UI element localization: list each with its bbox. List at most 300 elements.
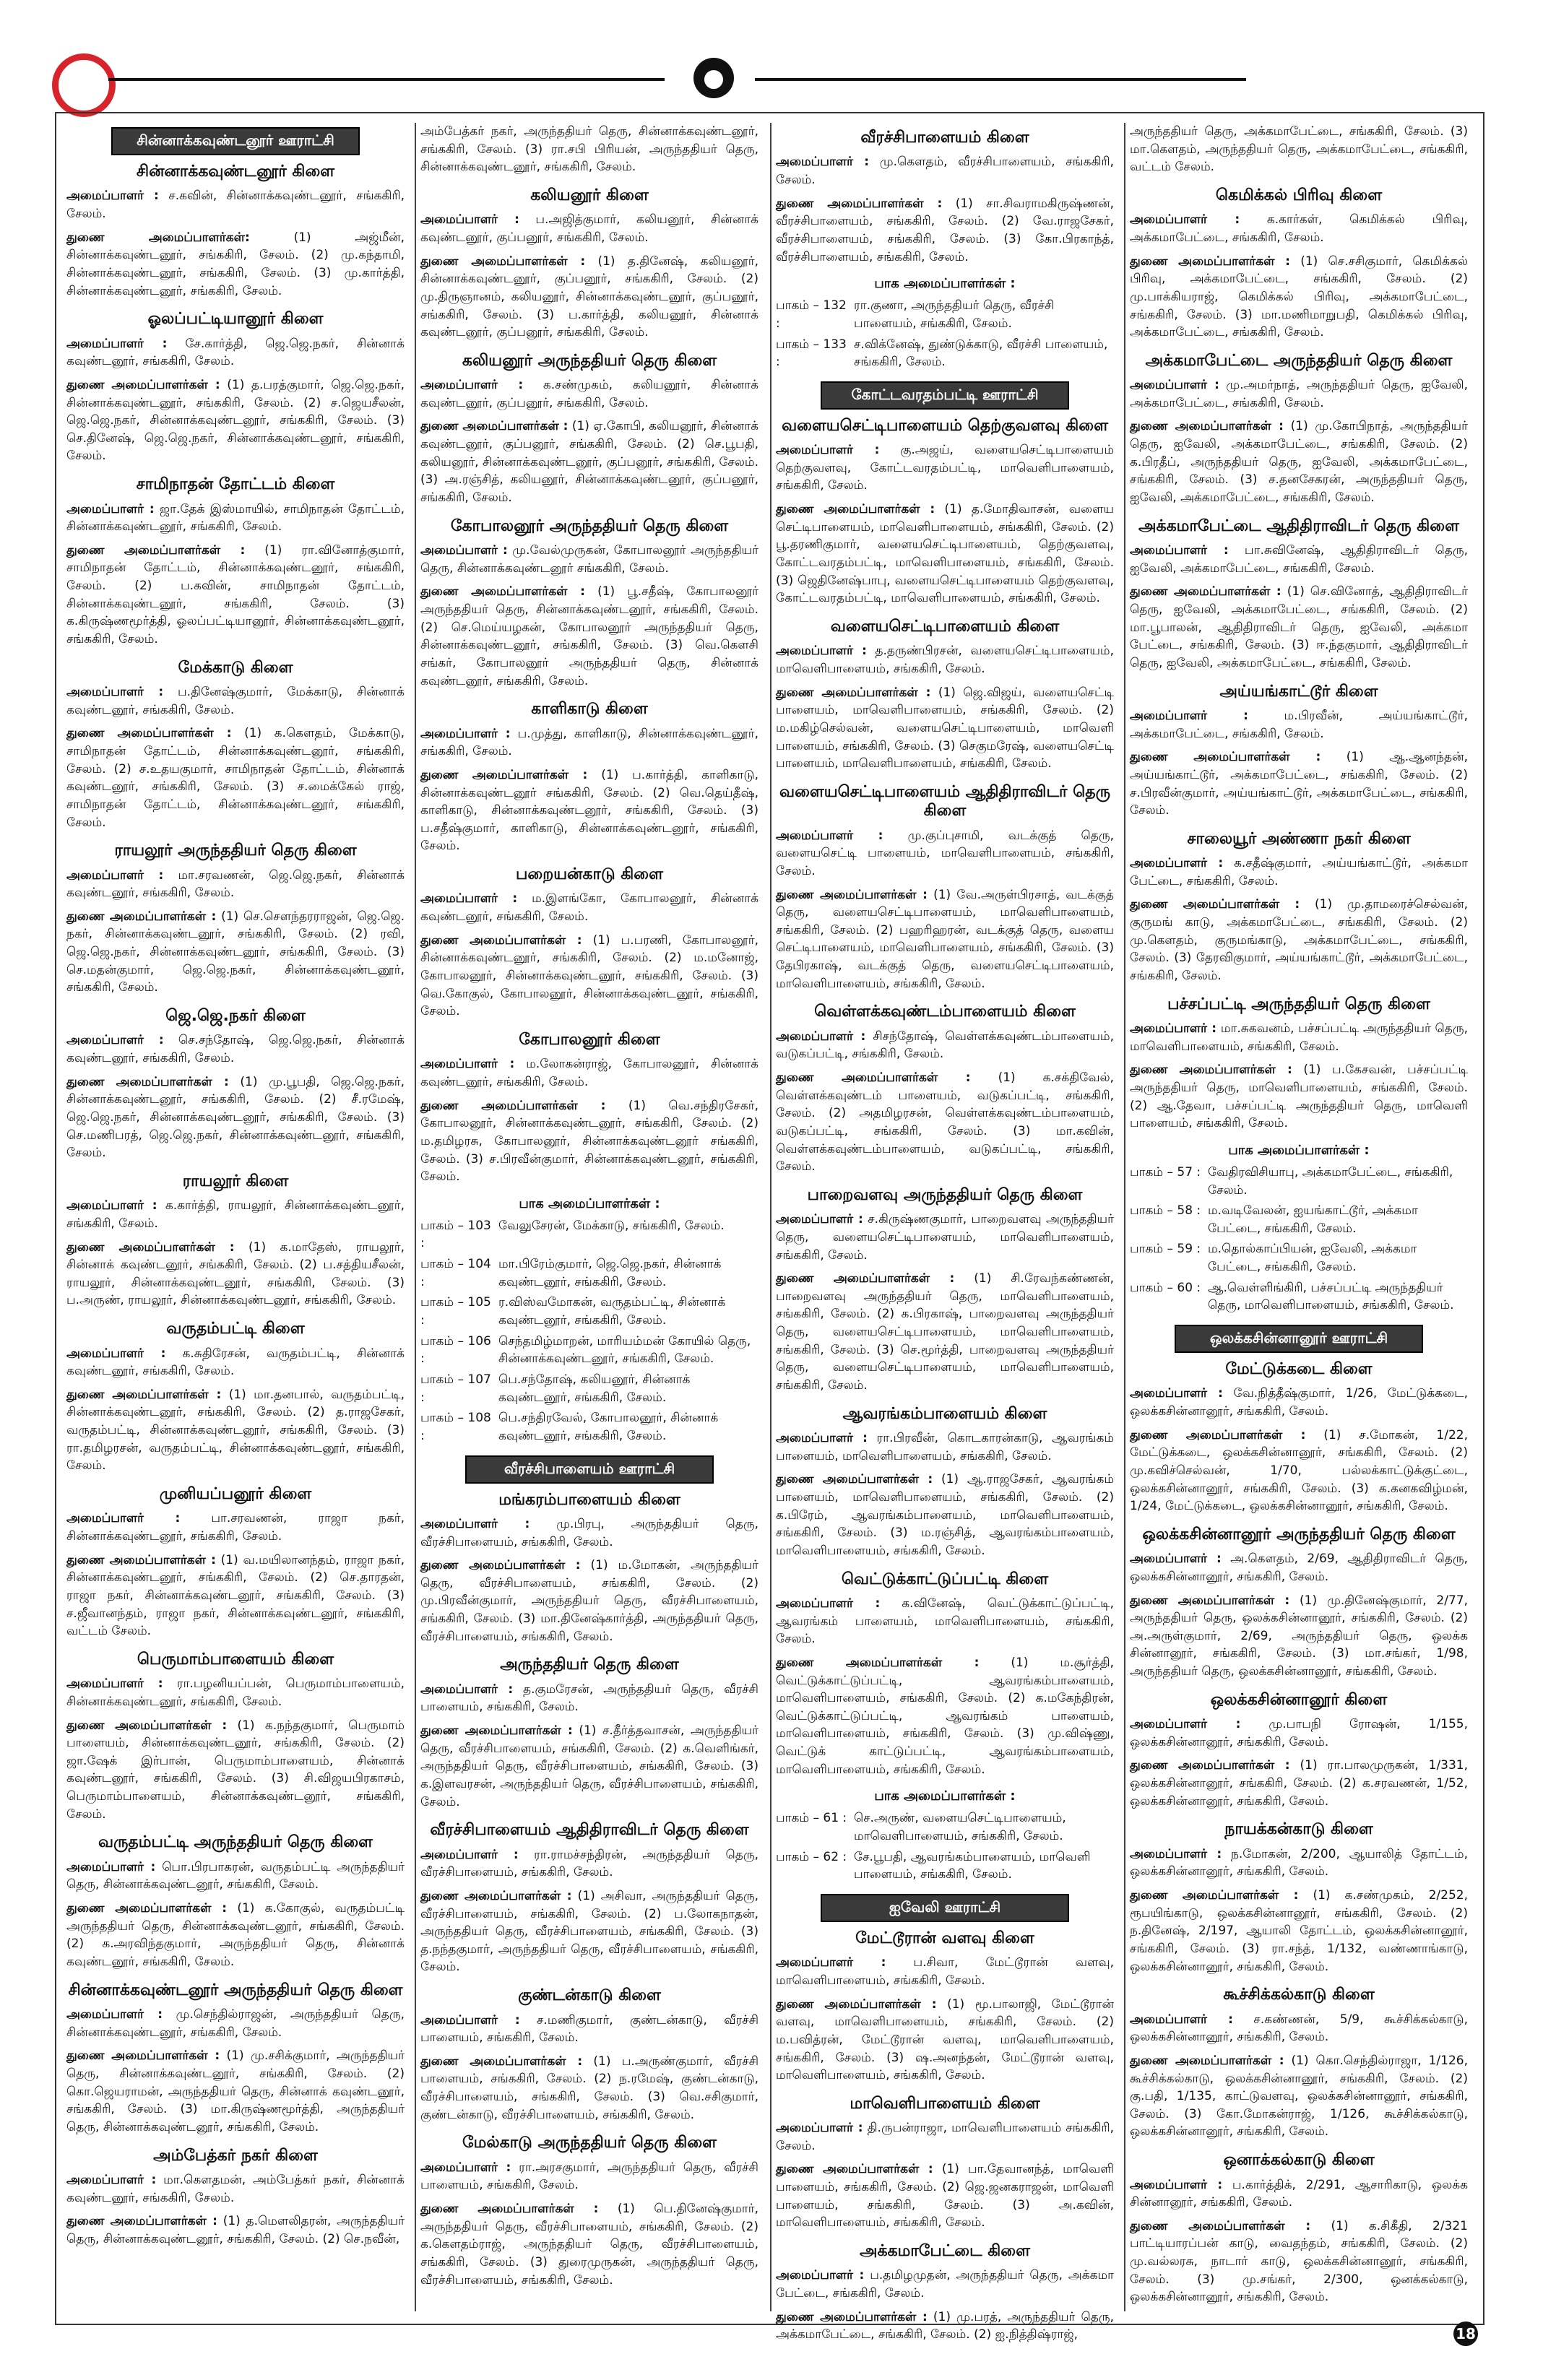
ward-text: செ.அருண், வளையசெட்டிபாளையம், மாவெளிபாளையம், சங்ககிரி, சேலம்.: [854, 1811, 1066, 1843]
column-divider: [1124, 123, 1125, 2311]
role-text: மு.குப்புசாமி, வடக்குத் தெரு, வளையசெட்டி பாளையம், மாவெளிபாளையம், சங்ககிரி, சேலம்.: [776, 828, 1114, 878]
role-label: துணை அமைப்பாளர்கள் :: [776, 685, 931, 700]
role-entry: [66, 2047, 405, 2136]
branch-section: [1130, 1526, 1468, 1681]
branch-section: [420, 700, 758, 855]
role-text: (1) ஏ.கோபி, கலியனூர், சின்னாக் கவுண்டனூர், குப்பனூர், சங்ககிரி, சேலம். (2) செ.பூபதி, கலியனூர், சின்னாக்கவுண்டனூர், குப்பனூர், சங்ககிரி, சேலம். (3) அ.ரஞ்சித், கலியனூர், சின்னாக்கவுண்டனூர், குப்பனூர், சங்ககிரி, சேலம்.: [420, 419, 759, 506]
branch-section: [1130, 123, 1468, 176]
role-text: (1) ப.கார்த்தி, காளிகாடு, சின்னாக்கவுண்டனூர் சங்ககிரி, சேலம். (2) வெ.தெய்தீஷ், காளிகாடு, சின்னாக்கவுண்டனூர், சங்ககிரி, சேலம். (3) ப.சதீஷ்குமார், காளிகாடு, சின்னாக்கவுண்டனூர், சங்ககிரி, சேலம்.: [420, 767, 758, 854]
column-divider: [415, 123, 416, 2311]
role-entry: [776, 642, 1114, 678]
role-entry: [1130, 2052, 1468, 2141]
role-text: க.சுதிரேசன், வருதம்பட்டி, சின்னாக் கவுண்டனூர், சங்ககிரி, சேலம்.: [66, 1346, 405, 1379]
role-entry: [420, 766, 758, 855]
role-text: (1) பா.தேவானந்த், மாவெளி பாளையம், சங்ககிரி, சேலம். (2) ஜெ.ஜனகராஜன், மாவெளி பாளையம், சங்ககிரி, சேலம். (3) அ.கவின், மாவெளிபாளையம், சங்ககிரி, சேலம்.: [776, 2162, 1115, 2230]
role-label: துணை அமைப்பாளர்கள் :: [1130, 897, 1300, 912]
role-text: (1) ச.மோகன், 1/22, மேட்டுக்கடை, ஒலக்கசின்னானூர், சங்ககிரி, சேலம். (2) மு.கவிச்செல்வன், 1/70, பல்லக்காட்டுக்குட்டை, ஒலக்கசின்னானூர், சங்ககிரி, சேலம். (3) க.கனகவிழ்மன், 1/24, மேட்டுக்கடை, ஒலக்கசின்னானூர், சங்ககிரி, சேலம்.: [1130, 1427, 1469, 1514]
role-entry: [420, 1055, 758, 1091]
role-entry: [1130, 1757, 1468, 1810]
role-entry: [66, 187, 405, 222]
panchayat-banner: வீரச்சிபாளையம் ஊராட்சி: [465, 1455, 714, 1484]
ward-number: பாகம் – 106 :: [420, 1333, 491, 1367]
role-text: (1) சி.ரேவந்கண்ணன், பாறைவளவு அருந்ததியர் தெரு, மாவெளிபாளையம், சங்ககிரி, சேலம். (2) க.பிரகாஷ், பாறைவளவு அருந்ததியர் தெரு, வளையசெட்டிபாளையம், மாவெளிபாளையம், சங்ககிரி, சேலம். (3) செ.மூர்த்தி, பாறைவளவு அருந்ததியர் தெரு, வளையசெட்டிபாளையம், மாவெளிபாளையம், சங்ககிரி, சேலம்.: [776, 1271, 1115, 1393]
role-entry: [776, 1270, 1114, 1394]
role-text: (1) க.மாதேஸ், ராயலூர், சின்னாக் கவுண்டனூர், சங்ககிரி, சேலம். (2) ப.சத்தியசீலன், ராயலூர், சின்னாக்கவுண்டனூர், சங்ககிரி, சேலம். (3) ப.அருண், ராயலூர், சின்னாக்கவுண்டனூர், சங்ககிரி, சேலம்.: [66, 1239, 405, 1308]
branch-title: கலியனூர் அருந்ததியர் தெரு கிளை: [462, 351, 717, 370]
branch-section: [420, 123, 758, 176]
role-entry: [420, 211, 758, 246]
ward-entry: [1130, 1164, 1468, 1199]
role-label: துணை அமைப்பாளர்கள் :: [1130, 1593, 1290, 1608]
role-entry: [776, 1069, 1114, 1176]
branch-title: மேட்டூரான் வளவு கிளை: [855, 1929, 1034, 1947]
branch-title: சின்னாக்கவுண்டனூர் அருந்ததியர் தெரு கிளை: [68, 1981, 403, 1999]
branch-section: [66, 1981, 405, 2137]
role-entry: [420, 123, 758, 176]
branch-section: [66, 1833, 405, 1970]
role-entry: [66, 542, 405, 649]
role-entry: [776, 1654, 1114, 1778]
role-text: ரா.அரசகுமார், அருந்ததியர் தெரு, வீரச்சி பாளையம், சங்ககிரி, சேலம்.: [420, 2160, 759, 2193]
ward-number: பாகம் – 104 :: [420, 1257, 491, 1289]
role-label: துணை அமைப்பாளர்கள் :: [776, 1070, 971, 1086]
role-entry: [66, 908, 405, 997]
role-entry: [420, 1846, 758, 1882]
role-text: (1) த.பரத்குமார், ஜெ.ஜெ.நகர், சின்னாக்கவுண்டனூர், சங்ககிரி, சேலம். (2) ச.ஜெயசீலன், ஜெ.ஜெ.நகர், சின்னாக்கவுண்டனூர், சங்ககிரி, சேலம். (3) செ.தினேஷ், ஜெ.ஜெ.நகர், சின்னாக்கவுண்டனூர், சங்ககிரி, சேலம்.: [66, 377, 405, 464]
role-label: அமைப்பாளர் :: [420, 1057, 515, 1072]
role-label: துணை அமைப்பாளர்கள் :: [1130, 750, 1321, 765]
branch-title: வீரச்சிபாளையம் ஆதிதிராவிடர் தெரு கிளை: [430, 1821, 749, 1840]
role-text: ப.தினேஷ்குமார், மேக்காடு, சின்னாக் கவுண்டனூர், சங்ககிரி, சேலம்.: [66, 685, 405, 717]
role-entry: [776, 684, 1114, 773]
role-text: ச.கண்ணன், 5/9, கூச்சிக்கல்காடு, ஒலக்கசின்னானூர், சங்ககிரி, சேலம்.: [1130, 2012, 1469, 2045]
branch-title: ஜெ.ஜெ.நகர் கிளை: [165, 1007, 306, 1026]
role-label: துணை அமைப்பாளர்கள் :: [66, 1901, 228, 1916]
role-entry: [1130, 583, 1468, 672]
role-text: அம்பேத்கர் நகர், அருந்ததியர் தெரு, சின்னாக்கவுண்டனூர், சங்ககிரி, சேலம். (3) ரா.சபி பிரியன், அருந்ததியர் தெரு, சின்னாக்கவுண்டனூர், சங்ககிரி, சேலம்.: [420, 124, 758, 175]
role-label: அமைப்பாளர் :: [420, 543, 508, 558]
role-text: (1) பூ.சதீஷ், கோபாலனூர் அருந்ததியர் தெரு, சின்னாக்கவுண்டனூர், சங்ககிரி, சேலம். (2) செ.மெய்யழகன், கோபாலனூர் அருந்ததியர் தெரு, சின்னாக்கவுண்டனூர், சங்ககிரி, சேலம். (3) வெ.கௌசி சங்கர், கோபாலனூர் அருந்ததியர் தெரு, சின்னாக் கவுண்டனூர், சங்ககிரி, சேலம்.: [420, 584, 759, 688]
role-entry: [1130, 123, 1468, 176]
role-label: அமைப்பாளர் :: [66, 1676, 163, 1692]
branch-title: வளையசெட்டிபாளையம் தெற்குவளவு கிளை: [782, 416, 1108, 435]
branch-section: [1130, 517, 1468, 672]
role-entry: [420, 1722, 758, 1811]
ward-entry: [776, 336, 1114, 371]
role-label: துணை அமைப்பாளர்கள் :: [420, 1098, 606, 1113]
branch-section: [66, 475, 405, 649]
role-text: மா.கௌதமன், அம்பேத்கர் நகர், சின்னாக் கவுண்டனூர், சங்ககிரி, சேலம்.: [66, 2172, 405, 2205]
role-label: அமைப்பாளர் :: [1130, 2177, 1223, 2192]
role-text: (1) மு.சசிக்குமார், அருந்ததியர் தெரு, சின்னாக்கவுண்டனூர், சங்ககிரி, சேலம். (2) கொ.ஜெயராமன், அருந்ததியர் தெரு, சின்னாக் கவுண்டனூர், சங்ககிரி, சேலம். (3) மா.கிருஷ்ணமூர்த்தி, அருந்ததியர் தெரு, சின்னாக்கவுண்டனூர், சங்ககிரி, சேலம்.: [66, 2048, 405, 2134]
role-entry: [776, 2308, 1114, 2344]
ward-text: பெ.சந்திரவேல், கோபாலனூர், சின்னாக் கவுண்டனூர், சங்ககிரி, சேலம்.: [498, 1411, 719, 1443]
role-label: துணை அமைப்பாளர்கள் :: [776, 1472, 933, 1487]
role-text: ச.கிருஷ்ணகுமார், பாறைவளவு அருந்ததியர் தெரு, வளையசெட்டிபாளையம், மாவெளிபாளையம், சங்ககிரி, சேலம்.: [776, 1212, 1115, 1263]
role-label: அமைப்பாளர் :: [66, 685, 164, 700]
role-text: (1) த.மௌலிதரன், அருந்ததியர் தெரு, சின்னாக்கவுண்டனூர், சங்ககிரி, சேலம். (2) செ.நவீன்,: [66, 2214, 405, 2246]
role-entry: [420, 2053, 758, 2124]
ward-text: சே.பூபதி, ஆவரங்கம்பாளையம், மாவெளி பாளையம், சங்ககிரி, சேலம்.: [854, 1849, 1091, 1882]
role-text: (1) க.கௌதம், மேக்காடு, சாமிநாதன் தோட்டம், சின்னாக்கவுண்டனூர், சங்ககிரி, சேலம். (2) ச.உதயகுமார், சாமிநாதன் தோட்டம், சின்னாக் கவுண்டனூர், சங்ககிரி, சேலம். (3) ச.மைக்கேல் ராஜ், சாமிநாதன் தோட்டம், சின்னாக்கவுண்டனூர், சங்ககிரி, சேலம்.: [66, 726, 405, 830]
role-label: துணை அமைப்பாளர்கள் :: [420, 584, 585, 600]
role-text: ப.சிவா, மேட்டூரான் வளவு, மாவெளிபாளையம், சங்ககிரி, சேலம்.: [776, 1955, 1115, 1988]
branch-title: அக்கமாபேட்டை கிளை: [860, 2242, 1030, 2261]
branch-title: வருதம்பட்டி அருந்ததியர் தெரு கிளை: [98, 1833, 373, 1852]
ward-number: பாகம் – 61 :: [776, 1811, 847, 1826]
ward-entry: [420, 1333, 758, 1368]
branch-title: கெமிக்கல் பிரிவு கிளை: [1215, 186, 1383, 204]
role-entry: [420, 583, 758, 690]
ward-text: மா.பிரேம்குமார், ஜெ.ஜெ.நகர், சின்னாக் கவுண்டனூர், சங்ககிரி, சேலம்.: [498, 1257, 722, 1289]
role-entry: [66, 1858, 405, 1894]
role-entry: [420, 890, 758, 925]
role-entry: [420, 725, 758, 761]
role-entry: [1130, 854, 1468, 890]
header-rule-left: [108, 78, 665, 81]
role-entry: [776, 1595, 1114, 1648]
role-entry: [66, 335, 405, 371]
role-text: மு.பிரபு, அருந்ததியர் தெரு, வீரச்சிபாளையம், சங்ககிரி, சேலம்.: [420, 1516, 759, 1549]
role-label: துணை அமைப்பாளர்கள் :: [66, 1074, 229, 1089]
role-label: அமைப்பாளர் :: [776, 644, 867, 659]
role-text: (1) ச.தீர்த்தவாசன், அருந்ததியர் தெரு, வீரச்சிபாளையம், சங்ககிரி, சேலம். (2) க.வெளிங்கர், அருந்ததியர் தெரு, வீரச்சிபாளையம், சங்ககிரி, சேலம். (3) க.இளவரசன், அருந்ததியர் தெரு, வீரச்சிபாளையம், சங்ககிரி, சேலம்.: [420, 1723, 758, 1809]
role-entry: [66, 376, 405, 465]
column-2: [420, 123, 758, 2311]
branch-section: [66, 841, 405, 997]
role-label: துணை அமைப்பாளர்கள் :: [420, 2202, 599, 2217]
role-label: துணை அமைப்பாளர்கள் :: [776, 1996, 937, 2012]
role-label: துணை அமைப்பாளர்கள் :: [66, 542, 246, 558]
ward-text: ச.விக்னேஷ், துண்டுக்காடு, வீரச்சி பாளையம், சங்ககிரி, சேலம்.: [854, 337, 1108, 370]
role-label: அமைப்பாளர் :: [776, 828, 883, 843]
role-text: (1) ம.சூர்த்தி, வெட்டுக்காட்டுப்பட்டி, ஆவரங்கம்பாளையம், மாவெளிபாளையம், சங்ககிரி, சேலம். (2) க.மகேந்திரன், வெட்டுக்காட்டுப்பட்டி, ஆவரங்கம் பாளையம், மாவெளிபாளையம், சங்ககிரி, சேலம். (3) மு.விஷ்ணு, வெட்டுக் காட்டுப்பட்டி, ஆவரங்கம்பாளையம், மாவெளிபாளையம், சங்ககிரி, சேலம்.: [776, 1655, 1115, 1777]
branch-section: [66, 1485, 405, 1640]
role-text: (1) மு.பூபதி, ஜெ.ஜெ.நகர், சின்னாக்கவுண்டனூர், சங்ககிரி, சேலம். (2) சீ.ரமேஷ், ஜெ.ஜெ.நகர், சின்னாக்கவுண்டனூர், சங்ககிரி, சேலம். (3) செ.மணிபரத், ஜெ.ஜெ.நகர், சின்னாக்கவுண்டனூர், சங்ககிரி, சேலம்.: [66, 1074, 405, 1161]
role-text: (1) பெ.தினேஷ்குமார், அருந்ததியர் தெரு, வீரச்சிபாளையம், சங்ககிரி, சேலம். (2) க.கௌதம்ராஜ், அருந்ததியர் தெரு, வீரச்சிபாளையம், சங்ககிரி, சேலம். (3) துரைமுருகன், அருந்ததியர் தெரு, வீரச்சிபாளையம், சங்ககிரி, சேலம்.: [420, 2202, 759, 2288]
branch-section: [1130, 2151, 1468, 2306]
role-label: அமைப்பாளர் :: [420, 726, 511, 741]
role-text: (1) வே.அருள்பிரசாத், வடக்குத் தெரு, வளையசெட்டிபாளையம், மாவெளிபாளையம், சங்ககிரி, சேலம். (2) பஹரிஹரன், வடக்குத் தெரு, வளைய செட்டிபாளையம், மாவெளிபாளையம், சங்ககிரி, சேலம். (3) தேபிரகாஷ், வடக்குத் தெரு, வளையசெட்டிபாளையம், மாவெளிபாளையம், சங்ககிரி, சேலம்.: [776, 887, 1115, 991]
ward-entry: [420, 1255, 758, 1291]
branch-section: [1130, 186, 1468, 342]
ward-organisers-title: பாக அமைப்பாளர்கள் :: [874, 276, 1016, 292]
role-label: துணை அமைப்பாளர்கள் :: [66, 2214, 217, 2229]
role-entry: [66, 1675, 405, 1710]
role-label: அமைப்பாளர் :: [776, 443, 880, 458]
role-entry: [1130, 1887, 1468, 1976]
role-text: (1) ஜெ.விஜய், வளையசெட்டி பாளையம், மாவெளிபாளையம், சங்ககிரி, சேலம். (2) ம.மகிழ்செல்வன், வளையசெட்டிபாளையம், மாவெளி பாளையம், சங்ககிரி, சேலம். (3) செகுமரேஷ், வளையசெட்டி பாளையம், மாவெளிபாளையம், சங்ககிரி, சேலம்.: [776, 685, 1115, 771]
role-text: (1) மு.பரத், அருந்ததியர் தெரு, அக்கமாபேட்டை, சங்ககிரி, சேலம். (2) ஐ.நித்திஷ்ராஜ்,: [776, 2309, 1115, 2342]
role-text: ரா.பிரவீன், கொடகாரன்காடு, ஆவரங்கம் பாளையம், மாவெளிபாளையம், சங்ககிரி, சேலம்.: [776, 1431, 1114, 1463]
role-label: அமைப்பாளர் :: [776, 1955, 886, 1970]
role-entry: [776, 2160, 1114, 2232]
role-text: ப.கார்த்திக், 2/291, ஆசாரிகாடு, ஒலக்க சின்னானூர், சங்ககிரி, சேலம்.: [1130, 2177, 1469, 2210]
role-label: அமைப்பாளர் :: [1130, 856, 1224, 871]
role-entry: [1130, 1061, 1468, 1133]
role-text: (1) த.மோதிவாசன், வளைய செட்டிபாளையம், மாவெளிபாளையம், சங்ககிரி, சேலம். (2) பூ.தரணிகுமார், வளையசெட்டிபாளையம், தெற்குவளவு, கோட்டவரதம்பட்டி, மாவெளிபாளையம், சங்ககிரி, சேலம். (3) ஜெதினேஷ்பாபு, வளையசெட்டிபாளையம் தெற்குவளவு, கோட்டவரதம்பட்டி, மாவெளிபாளையம், சங்ககிரி, சேலம்.: [776, 502, 1115, 606]
ward-text: ரா.குணா, அருந்ததியர் தெரு, வீரச்சி பாளையம், சங்ககிரி, சேலம்.: [854, 298, 1055, 331]
role-text: (1) அஜ்மீன், சின்னாக்கவுண்டனூர், சங்ககிரி, சேலம். (2) மு.கந்தாமி, சின்னாக்கவுண்டனூர், சங்ககிரி, சேலம். (3) மு.கார்த்தி, சின்னாக்கவுண்டனூர், சங்ககிரி, சேலம்.: [66, 230, 405, 298]
branch-title: சின்னாக்கவுண்டனூர் கிளை: [136, 163, 335, 181]
role-entry: [1130, 417, 1468, 506]
role-entry: [66, 1900, 405, 1971]
role-text: (1) க.சக்திவேல், வெள்ளக்கவுண்டம் பாளையம், வடுகப்பட்டி, சங்ககிரி, சேலம். (2) அதமிழரசன், வெள்ளக்கவுண்டம்பாளையம், வடுகப்பட்டி, சங்ககிரி, சேலம். (3) மா.கவின், வெள்ளக்கவுண்டம்பாளையம், வடுகப்பட்டி, சங்ககிரி, சேலம்.: [776, 1070, 1114, 1174]
role-entry: [420, 1887, 758, 1976]
role-text: (1) ப.அருண்குமார், வீரச்சி பாளையம், சங்ககிரி, சேலம். (2) ந.ரமேஷ், குண்டன்காடு, வீரச்சிபாளையம், சங்ககிரி, சேலம். (3) வெ.சசிகுமார், குண்டன்காடு, வீரச்சிபாளையம், சங்ககிரி, சேலம்.: [420, 2054, 759, 2122]
role-text: மு.பாபநி ரோஷன், 1/155, ஒலக்கசின்னானூர், சங்ககிரி, சேலம்.: [1130, 1717, 1469, 1749]
role-label: அமைப்பாளர் :: [776, 1029, 866, 1044]
role-entry: [420, 1681, 758, 1716]
column-3: [776, 123, 1115, 2342]
role-label: துணை அமைப்பாளர்கள் :: [420, 1558, 581, 1573]
role-entry: [66, 1386, 405, 1475]
role-entry: [776, 886, 1114, 993]
ward-text: ர.விஸ்வமோகன், வருதம்பட்டி, சின்னாக் கவுண்டனூர், சங்ககிரி, சேலம்.: [498, 1295, 726, 1328]
role-text: கு.அஜய், வளையசெட்டிபாளையம் தெற்குவளவு, கோட்டவரதம்பட்டி, மாவெளிபாளையம், சங்ககிரி, சேலம்.: [776, 443, 1115, 493]
ward-text: வேலுசேரன், மேக்காடு, சங்ககிரி, சேலம்.: [498, 1218, 725, 1233]
role-label: அமைப்பாளர் :: [66, 1198, 157, 1213]
role-entry: [66, 1031, 405, 1067]
role-text: வே.நித்தீஷ்குமார், 1/26, மேட்டுக்கடை, ஒலக்கசின்னானூர், சங்ககிரி, சேலம்.: [1130, 1386, 1469, 1419]
role-entry: [66, 229, 405, 300]
role-entry: [776, 195, 1114, 267]
role-label: துணை அமைப்பாளர்கள் :: [1130, 2218, 1311, 2233]
role-entry: [1130, 1715, 1468, 1751]
role-entry: [1130, 1427, 1468, 1515]
role-text: சே.கார்த்தி, ஜெ.ஜெ.நகர், சின்னாக் கவுண்டனூர், சங்ககிரி, சேலம்.: [66, 336, 405, 369]
branch-section: [420, 1656, 758, 1811]
role-label: அமைப்பாளர் :: [66, 2172, 157, 2187]
role-entry: [66, 1345, 405, 1380]
role-label: துணை அமைப்பாளர்கள் :: [420, 1888, 572, 1903]
role-entry: [1130, 376, 1468, 412]
ward-text: செந்தமிழ்மாறன், மாரியம்மன் கோயில் தெரு, சின்னாக்கவுண்டனூர், சங்ககிரி, சேலம்.: [498, 1333, 751, 1367]
role-label: அமைப்பாளர் :: [1130, 1552, 1222, 1567]
branch-section: [420, 517, 758, 691]
ward-organisers-title: பாக அமைப்பாளர்கள் :: [874, 1788, 1016, 1804]
role-label: அமைப்பாளர் :: [66, 1033, 164, 1048]
branch-title: சாலையூர் அண்ணா நகர் கிளை: [1187, 829, 1411, 848]
branch-section: [776, 783, 1114, 993]
ward-entry: [1130, 1240, 1468, 1276]
role-text: ந.மோகன், 2/200, ஆயாலித் தோட்டம், ஒலக்கசின்னானூர், சங்ககிரி, சேலம்.: [1130, 1846, 1469, 1879]
role-text: மு.அமர்நாத், அருந்ததியர் தெரு, ஐவேலி, அக்கமாபேட்டை, சங்ககிரி, சேலம்.: [1130, 378, 1469, 410]
role-text: ம.இளங்கோ, கோபாலனூர், சின்னாக் கவுண்டனூர், சங்ககிரி, சேலம்.: [420, 891, 759, 925]
branch-title: வளையசெட்டிபாளையம் ஆதிதிராவிடர் தெரு கிளை: [779, 782, 1110, 821]
branch-section: [420, 352, 758, 507]
role-entry: [1130, 253, 1468, 342]
role-label: துணை அமைப்பாளர்கள் :: [776, 196, 943, 211]
role-entry: [66, 2212, 405, 2248]
role-entry: [776, 441, 1114, 495]
role-entry: [1130, 707, 1468, 743]
ward-number: பாகம் – 57 :: [1130, 1164, 1201, 1180]
branch-title: பாறைவளவு அருந்ததியர் தெரு கிளை: [807, 1185, 1083, 1204]
role-text: செ.சந்தோஷ், ஜெ.ஜெ.நகர், சின்னாக் கவுண்டனூர், சங்ககிரி, சேலம்.: [66, 1033, 405, 1066]
branch-title: கோபாலனூர் கிளை: [519, 1030, 660, 1049]
role-entry: [1130, 211, 1468, 246]
branch-title: வெட்டுக்காட்டுப்பட்டி கிளை: [841, 1570, 1049, 1588]
branch-title: வீரச்சிபாளையம் கிளை: [860, 129, 1029, 147]
role-entry: [66, 1239, 405, 1310]
role-text: ம.பிரவீன், அய்யங்காட்டூர், அக்கமாபேட்டை, சங்ககிரி, சேலம்.: [1130, 708, 1469, 741]
ward-entry: [776, 1848, 1114, 1884]
role-entry: [776, 1211, 1114, 1264]
role-label: அமைப்பாளர் :: [66, 189, 159, 204]
role-text: ஜா.தேக் இஸ்மாயில், சாமிநாதன் தோட்டம், சின்னாக்கவுண்டனூர், சங்ககிரி, சேலம்.: [66, 501, 405, 535]
role-text: க.சதீஷ்குமார், அய்யங்காட்டூர், அக்கமா பேட்டை, சங்ககிரி, சேலம்.: [1130, 856, 1469, 888]
branch-title: மேக்காடு கிளை: [178, 658, 293, 677]
ward-number: பாகம் – 60 :: [1130, 1280, 1201, 1295]
ward-number: பாகம் – 59 :: [1130, 1242, 1201, 1257]
role-label: துணை அமைப்பாளர்கள் :: [66, 1387, 222, 1402]
role-label: துணை அமைப்பாளர்கள் :: [420, 254, 586, 269]
ward-entry: [776, 1809, 1114, 1845]
branch-section: [1130, 352, 1468, 507]
role-text: ப.அஜித்குமார், கலியனூர், சின்னாக் கவுண்டனூர், குப்பனூர், சங்ககிரி, சேலம்.: [420, 212, 759, 245]
role-text: க.வினேஷ், வெட்டுக்காட்டுப்பட்டி, ஆவரங்கம் பாளையம், மாவெளிபாளையம், சங்ககிரி, சேலம்.: [776, 1596, 1114, 1647]
role-text: பொ.பிரபாகரன், வருதம்பட்டி அருந்ததியர் தெரு, சின்னாக்கவுண்டனூர், சங்ககிரி, சேலம்.: [66, 1859, 405, 1892]
role-text: மா.சரவணன், ஜெ.ஜெ.நகர், சின்னாக் கவுண்டனூர், சங்ககிரி, சேலம்.: [66, 867, 405, 901]
role-label: அமைப்பாளர் :: [1130, 212, 1240, 228]
ward-entry: [420, 1294, 758, 1329]
role-entry: [1130, 1845, 1468, 1881]
role-text: (1) மா.தனபால், வருதம்பட்டி, சின்னாக்கவுண்டனூர், சங்ககிரி, சேலம். (2) த.ராஜசேகர், வருதம்பட்டி, சின்னாக்கவுண்டனூர், சங்ககிரி, சேலம். (3) ரா.தமிழரசன், வருதம்பட்டி, சின்னாக்கவுண்டனூர், சங்ககிரி, சேலம்.: [66, 1387, 405, 1474]
role-label: துணை அமைப்பாளர்கள் :: [66, 1239, 235, 1255]
role-label: அமைப்பாளர் :: [776, 1596, 881, 1611]
branch-section: [420, 1196, 758, 1445]
role-entry: [420, 2200, 758, 2289]
branch-title: பச்சப்பட்டி அருந்ததியர் தெரு கிளை: [1167, 995, 1430, 1013]
branch-title: ஆவரங்கம்பாளையம் கிளை: [842, 1404, 1047, 1423]
role-label: அமைப்பாளர் :: [66, 867, 164, 883]
role-entry: [66, 724, 405, 831]
role-entry: [420, 1097, 758, 1186]
branch-section: [776, 1788, 1114, 1884]
panchayat-banner: சின்னாக்கவுண்டனூர் ஊராட்சி: [111, 127, 360, 155]
branch-section: [420, 1491, 758, 1646]
branch-title: மாவெளிபாளையம் கிளை: [850, 2094, 1040, 2113]
role-text: (1) ம.மோகன், அருந்ததியர் தெரு, வீரச்சிபாளையம், சங்ககிரி, சேலம். (2) மு.பிரவீன்குமார், அருந்ததியர் தெரு, வீரச்சிபாளையம், சங்ககிரி, சேலம். (3) மா.தினேஷ்கார்த்தி, அருந்ததியர் தெரு, வீரச்சிபாளையம், சங்ககிரி, சேலம்.: [420, 1558, 759, 1644]
ward-text: பெ.சந்தோஷ், கலியனூர், சின்னாக் கவுண்டனூர், சங்ககிரி, சேலம்.: [498, 1372, 691, 1405]
role-text: (1) ப.பரணி, கோபாலனூர், சின்னாக்கவுண்டனூர், சங்ககிரி, சேலம். (2) ம.மனோஜ், கோபாலனூர், சின்னாக்கவுண்டனூர், சங்ககிரி, சேலம். (3) வெ.கோகுல், கோபாலனூர், சின்னாக்கவுண்டனூர், சங்ககிரி, சேலம்.: [420, 932, 758, 1019]
branch-title: வெள்ளக்கவுண்டம்பாளையம் கிளை: [814, 1003, 1076, 1021]
role-label: துணை அமைப்பாளர்கள் :: [1130, 254, 1290, 269]
role-label: துணை அமைப்பாளர்கள் :: [1130, 1427, 1306, 1442]
branch-section: [776, 2242, 1114, 2344]
branch-section: [776, 618, 1114, 773]
role-label: துணை அமைப்பாளர்கள் :: [1130, 2053, 1284, 2068]
branch-title: ஒனாக்கல்காடு கிளை: [1223, 2151, 1375, 2170]
role-label: அமைப்பாளர் :: [66, 1511, 181, 1526]
role-text: சிசந்தோஷ், வெள்ளக்கவுண்டம்பாளையம், வடுகப்பட்டி, சங்ககிரி, சேலம்.: [776, 1029, 1115, 1062]
branch-section: [776, 1405, 1114, 1560]
role-entry: [420, 376, 758, 412]
role-entry: [420, 253, 758, 342]
role-text: (1) மூ.பாலாஜி, மேட்டூரான் வளவு, மாவெளிபாளையம், சங்ககிரி, சேலம். (2) ம.பவித்ரன், மேட்டூரான் வளவு, மாவெளிபாளையம், சங்ககிரி, சேலம். (3) ஷ.அனந்தன், மேட்டூரான் வளவு, மாவெளிபாளையம், சங்ககிரி, சேலம்.: [776, 1996, 1114, 2083]
role-entry: [1130, 1020, 1468, 1055]
role-label: துணை அமைப்பாளர்கள் :: [776, 2162, 933, 2177]
role-entry: [66, 2006, 405, 2041]
role-label: துணை அமைப்பாளர்கள் :: [66, 377, 220, 392]
role-entry: [776, 827, 1114, 880]
role-text: அருந்ததியர் தெரு, அக்கமாபேட்டை, சங்ககிரி, சேலம். (3) மா.கௌதம், அருந்ததியர் தெரு, அக்கமாபேட்டை, சங்ககிரி, வட்டம் சேலம்.: [1130, 124, 1468, 175]
branch-title: ஒலக்கசின்னானூர் அருந்ததியர் தெரு கிளை: [1142, 1525, 1456, 1544]
branch-title: மேல்காடு அருந்ததியர் தெரு கிளை: [462, 2134, 717, 2152]
ward-entry: [1130, 1279, 1468, 1315]
role-text: ப.தமிழமுதன், அருந்ததியர் தெரு, அக்கமா பேட்டை, சங்ககிரி, சேலம்.: [776, 2268, 1115, 2301]
role-text: (1) மு.தினேஷ்குமார், 2/77, அருந்ததியர் தெரு, ஒலக்கசின்னானூர், சங்ககிரி, சேலம். (2) அ.அருள்குமார், 2/69, அருந்ததியர் தெரு, ஒலக்க சின்னானூர், சங்ககிரி, சேலம். (3) மா.சங்கர், 1/98, அருந்ததியர் தெரு, ஒலக்கசின்னானூர், சங்ககிரி, சேலம்.: [1130, 1593, 1468, 1679]
role-entry: [776, 501, 1114, 607]
role-label: அமைப்பாளர் :: [776, 2268, 865, 2283]
role-label: துணை அமைப்பாளர்கள் :: [776, 502, 935, 517]
branch-section: [1130, 1691, 1468, 1811]
ward-number: பாகம் – 108 :: [420, 1411, 491, 1443]
role-label: துணை அமைப்பாளர்கள் :: [420, 419, 569, 434]
role-text: தி.ருபன்ராஜா, மாவெளிபாளையம் சங்ககிரி, சேலம்.: [776, 2121, 1115, 2153]
column-4: [1130, 123, 1468, 2311]
branch-section: [776, 129, 1114, 266]
role-label: அமைப்பாளர் :: [1130, 543, 1229, 558]
role-label: அமைப்பாளர் :: [1130, 378, 1219, 393]
role-label: அமைப்பாளர் :: [1130, 708, 1248, 723]
page-header: [0, 0, 1543, 94]
branch-title: அக்கமாபேட்டை அருந்ததியர் தெரு கிளை: [1145, 351, 1453, 370]
role-text: (1) க.சண்முகம், 2/252, ரூபயிங்காடு, ஒலக்கசின்னானூர், சங்ககிரி, சேலம். (2) ந.தினேஷ், 2/197, ஆயாலி தோட்டம், ஒலக்கசின்னானூர், சங்ககிரி, சேலம். (3) ரா.சந்த், 1/132, வண்ணாங்காடு, ஒலக்கசின்னானூர், சங்ககிரி, சேலம்.: [1130, 1888, 1468, 1974]
branch-title: மேட்டுக்கடை கிளை: [1225, 1360, 1373, 1379]
branch-section: [1130, 683, 1468, 820]
role-label: அமைப்பாளர் :: [1130, 1717, 1241, 1732]
branch-section: [1130, 1360, 1468, 1515]
branch-section: [66, 310, 405, 465]
role-text: (1) அசிவா, அருந்ததியர் தெரு, வீரச்சிபாளையம், சங்ககிரி, சேலம். (2) ப.லோகநாதன், அருந்ததியர் தெரு, வீரச்சிபாளையம், சங்ககிரி, சேலம். (3) த.நந்தகுமார், அருந்ததியர் தெரு, வீரச்சிபாளையம், சங்ககிரி, சேலம்.: [420, 1888, 759, 1975]
ward-entry: [420, 1217, 758, 1252]
role-label: அமைப்பாளர் :: [776, 1212, 863, 1227]
page-number-badge: 18: [1453, 2321, 1478, 2346]
branch-section: [420, 2134, 758, 2289]
panchayat-banner: கோட்டவரதம்பட்டி ஊராட்சி: [821, 381, 1069, 410]
ward-number: பாகம் – 133 :: [776, 337, 847, 370]
ward-number: பாகம் – 132 :: [776, 298, 847, 331]
header-rule-right: [755, 78, 1246, 81]
role-entry: [66, 501, 405, 536]
role-label: துணை அமைப்பாளர்கள் :: [66, 2048, 220, 2064]
role-text: பா.சரவணன், ராஜா நகர், சின்னாக்கவுண்டனூர், சங்ககிரி, சேலம்.: [66, 1511, 405, 1544]
role-label: துணை அமைப்பாளர்கள் :: [1130, 1063, 1292, 1078]
role-entry: [420, 2159, 758, 2194]
role-text: மு.கௌதம், வீரச்சிபாளையம், சங்ககிரி, சேலம்.: [776, 155, 1115, 188]
role-label: துணை அமைப்பாளர்கள் :: [1130, 419, 1284, 434]
column-1: [66, 123, 405, 2311]
role-text: (1) செ.வினோத், ஆதிதிராவிடர் தெரு, ஐவேலி, அக்கமாபேட்டை, சங்ககிரி, சேலம். (2) மா.பூபாலன், ஆதிதிராவிடர் தெரு, ஐவேலி, அக்கமா பேட்டை, சங்ககிரி, சேலம். (3) ஈ.ந்தகுமார், ஆதிதிராவிடர் தெரு, ஐவேலி, அக்கமாபேட்டை, சங்ககிரி, சேலம்.: [1130, 584, 1469, 670]
role-text: த.தருண்பிரசன், வளையசெட்டிபாளையம், மாவெளிபாளையம், சங்ககிரி, சேலம்.: [776, 644, 1114, 676]
branch-title: ஓலப்பட்டியானூர் கிளை: [147, 310, 324, 329]
branch-section: [1130, 1143, 1468, 1315]
branch-title: கோபாலனூர் அருந்ததியர் தெரு கிளை: [450, 516, 729, 535]
role-entry: [1130, 2176, 1468, 2212]
role-text: க.கார்த்தி, ராயலூர், சின்னாக்கவுண்டனூர், சங்ககிரி, சேலம்.: [66, 1198, 405, 1231]
branch-title: அய்யங்காட்டூர் கிளை: [1219, 682, 1378, 701]
branch-section: [66, 163, 405, 300]
role-entry: [1130, 1550, 1468, 1585]
role-text: த.குமரேசன், அருந்ததியர் தெரு, வீரச்சி பாளையம், சங்ககிரி, சேலம்.: [420, 1682, 758, 1715]
branch-title: கலியனூர் கிளை: [530, 186, 649, 204]
ward-text: ம.தொல்காப்பியன், ஐவேலி, அக்கமா பேட்டை, சங்ககிரி, சேலம்.: [1208, 1242, 1417, 1275]
branch-section: [66, 659, 405, 832]
branch-section: [776, 1186, 1114, 1395]
branch-title: ஒலக்கசின்னானூர் கிளை: [1210, 1690, 1388, 1709]
